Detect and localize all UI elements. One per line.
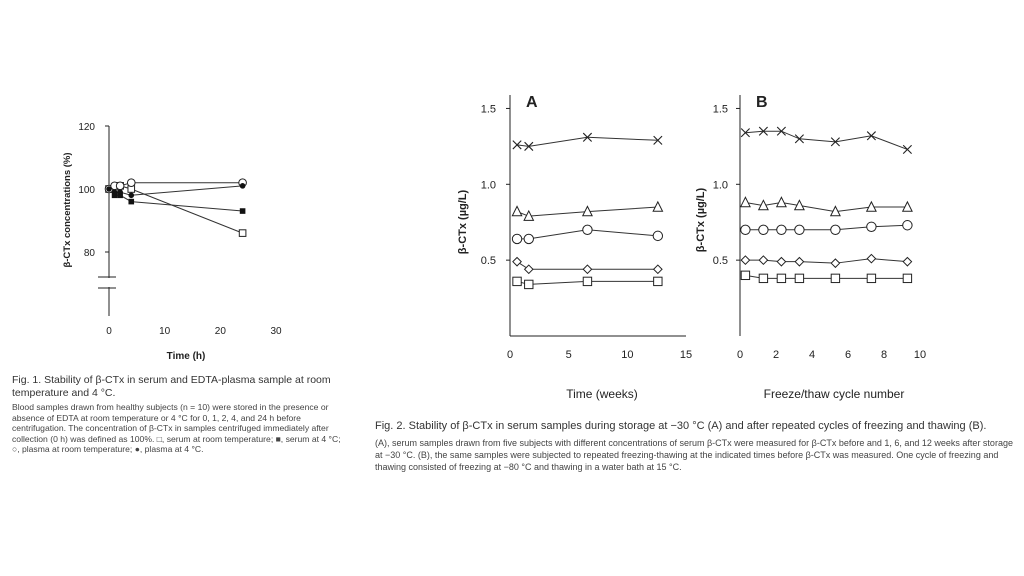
fig2b-series-line-5: [745, 275, 907, 278]
fig2b-point-open-diamond: [777, 257, 785, 265]
fig2a-point-open-square: [654, 277, 662, 285]
fig2b-y-tick-label: 1.5: [712, 103, 728, 116]
fig1-x-tick-label: 10: [159, 326, 171, 337]
fig1-y-tick-label: 80: [83, 248, 95, 259]
fig2-caption-body: (A), serum samples drawn from five subjects with different concentrations of serum β-CTx were measured for β-CTx before and 1, 6, and 12 weeks after storage at −30 °C. (B), the same samples were subjected to repeated freezing-thawing at the indicated times before β-CTx was measured. One cycle of freezing and thawing consisted of freezing at −80 °C and thawing in a water bath at 15 °C.: [375, 437, 1013, 472]
fig2a-point-open-circle: [653, 231, 662, 240]
fig2b-point-open-circle: [867, 222, 876, 231]
fig2a-point-open-circle: [524, 234, 533, 243]
fig2b-x-axis-title: Freeze/thaw cycle number: [763, 387, 905, 401]
fig2b-point-open-circle: [777, 225, 786, 234]
fig2b-point-open-diamond: [867, 254, 875, 262]
fig1-x-tick-label: 0: [106, 326, 112, 337]
fig2b-point-open-diamond: [903, 257, 911, 265]
fig2a-point-open-diamond: [654, 265, 662, 273]
fig1-caption-body: Blood samples drawn from healthy subjects (n = 10) were stored in the presence or absence of EDTA at room temperature or 4 °C for 0, 1, 2, 4, and 24 h before centrifugation. The concentration of β-CTx in samples centrifuged immediately after collection (0 h) was defined as 100%. □, serum at room temperature; ■, serum at 4 °C; ○, plasma at room temperature; ●, plasma at 4 °C.: [12, 402, 341, 455]
fig2a-point-open-triangle: [512, 206, 521, 215]
fig2b-point-open-circle: [759, 225, 768, 234]
fig2b-x-tick-label: 8: [880, 349, 888, 361]
fig2a-x-tick-label: 15: [679, 349, 693, 361]
fig2b-point-open-square: [867, 274, 875, 282]
fig2a-y-tick-label: 0.5: [480, 255, 496, 268]
fig1-x-axis-title: Time (h): [166, 351, 206, 362]
fig2b-point-open-square: [795, 274, 803, 282]
fig2b-y-tick-label: 0.5: [712, 255, 728, 268]
fig2a-point-open-diamond: [525, 265, 533, 273]
fig2b-y-axis-title: β-CTx (µg/L): [695, 187, 707, 253]
fig2b-x-tick-label: 4: [808, 349, 816, 361]
fig2a-x-tick-label: 0: [506, 349, 514, 361]
fig2a-point-open-circle: [583, 225, 592, 234]
fig1-y-tick-label: 120: [78, 122, 95, 133]
fig2b-point-open-circle: [741, 225, 750, 234]
fig2b-point-open-square: [903, 274, 911, 282]
fig1-y-axis-title: β-CTx concentrations (%): [62, 152, 73, 268]
fig2b-point-open-circle: [795, 225, 804, 234]
fig2a-series-line-1: [517, 137, 658, 146]
fig2b-point-open-square: [831, 274, 839, 282]
fig2b-x-tick-label: 6: [844, 349, 852, 361]
fig2b-x-tick-label: 0: [736, 349, 744, 361]
fig2a-panel-label: A: [526, 94, 538, 111]
fig2a-y-tick-label: 1.0: [480, 179, 496, 192]
fig2a-y-tick-label: 1.5: [480, 103, 496, 116]
fig1-x-tick-label: 30: [270, 326, 282, 337]
fig2b-point-open-triangle: [741, 197, 750, 206]
fig2b-point-open-diamond: [795, 257, 803, 265]
fig2b-y-tick-label: 1.0: [712, 179, 728, 192]
fig2a-point-open-diamond: [513, 257, 521, 265]
fig2a-point-open-square: [525, 280, 533, 288]
fig2b-point-open-diamond: [741, 256, 749, 264]
fig2a-point-open-circle: [512, 234, 521, 243]
fig2a-y-axis-title: β-CTx (µg/L): [457, 189, 469, 255]
fig2b-series-line-1: [745, 131, 907, 149]
fig2a-point-open-diamond: [583, 265, 591, 273]
fig2a-x-axis-title: Time (weeks): [566, 387, 638, 401]
fig2b-point-cross: [903, 145, 911, 153]
fig2b-panel-label: B: [756, 94, 768, 111]
fig2a-point-open-square: [513, 277, 521, 285]
fig2b-series-line-2: [745, 203, 907, 212]
fig2b-series-line-3: [745, 225, 907, 230]
fig2b-point-open-square: [741, 271, 749, 279]
fig1-x-tick-label: 20: [214, 326, 226, 337]
fig2b-x-tick-label: 10: [913, 349, 927, 361]
fig2b-point-open-triangle: [777, 197, 786, 206]
fig2b-point-open-square: [777, 274, 785, 282]
fig2b-point-open-circle: [831, 225, 840, 234]
fig2a-x-tick-label: 5: [565, 349, 572, 361]
fig2-caption: [375, 420, 1015, 473]
fig2a-x-tick-label: 10: [621, 349, 634, 361]
fig2b-point-open-diamond: [759, 256, 767, 264]
fig2b-point-open-circle: [903, 221, 912, 230]
fig2-caption-title: Fig. 2. Stability of β-CTx in serum samples during storage at −30 °C (A) and after repeated cycles of freezing and thawing (B).: [375, 420, 987, 432]
fig2a-point-open-triangle: [653, 202, 662, 211]
fig1-y-tick-label: 100: [78, 185, 95, 196]
fig1-caption-title: Fig. 1. Stability of β-CTx in serum and EDTA-plasma sample at room temperature and 4 °C.: [12, 374, 331, 399]
fig1-caption: [12, 374, 342, 455]
fig2b-series-line-4: [745, 259, 907, 264]
fig2b-point-open-diamond: [831, 259, 839, 267]
fig2a-point-open-square: [583, 277, 591, 285]
fig2b-point-open-square: [759, 274, 767, 282]
fig2b-x-tick-label: 2: [772, 349, 780, 361]
